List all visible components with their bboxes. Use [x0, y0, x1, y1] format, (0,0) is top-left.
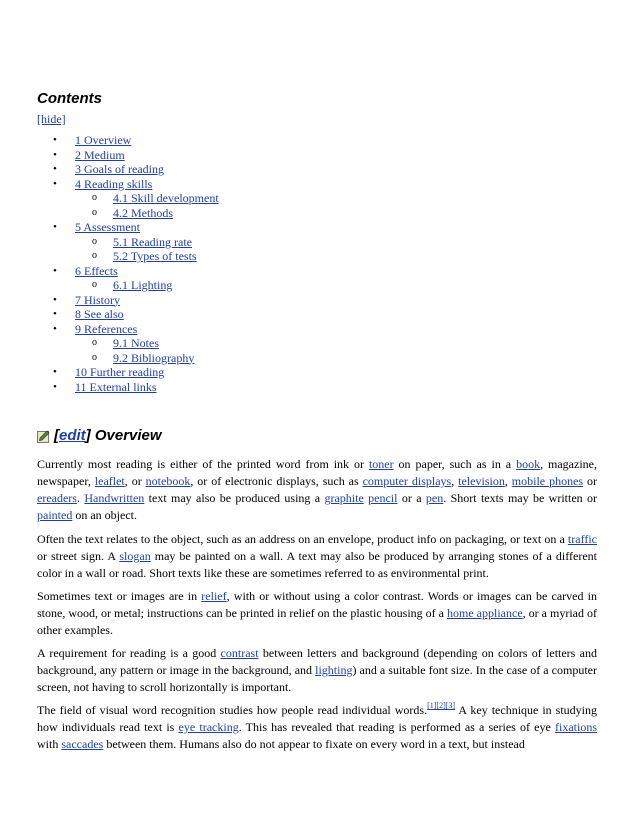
toc-link[interactable]: 3 Goals of reading [75, 162, 164, 176]
toc-item [37, 249, 219, 264]
toc-link[interactable]: 9.1 Notes [113, 336, 159, 350]
toc-item [37, 264, 219, 279]
inline-link[interactable]: toner [368, 457, 394, 471]
paragraph-text: text may also be produced using a [144, 491, 325, 505]
paragraph-text: A key technique in studying how individuals read text is [37, 703, 597, 734]
paragraph-1 [37, 456, 597, 524]
paragraph-text: , [451, 474, 459, 488]
inline-link[interactable]: slogan [119, 549, 151, 563]
paragraph-text: ) and a suitable font size. In the case of a computer screen, not having to scroll horizontally is important. [37, 663, 597, 694]
paragraph-text: Often the text relates to the object, such as an address on an envelope, product info on packaging, or text on a [37, 532, 568, 546]
paragraph-text: , magazine, newspaper, [37, 457, 597, 488]
toc-link[interactable]: 2 Medium [75, 147, 125, 162]
paragraph-text: , or [124, 474, 146, 488]
paragraph-text: or a [397, 491, 426, 505]
paragraph-text: between letters and background (depending on colors of letters and background, any pattern or image in the background, and [37, 646, 597, 677]
paragraph-5 [37, 702, 597, 753]
inline-link[interactable]: pen [425, 491, 444, 505]
inline-link[interactable]: notebook [145, 474, 191, 488]
paragraph-text: . [76, 491, 85, 505]
inline-link[interactable]: relief [201, 589, 227, 603]
paragraph-text: or street sign. A [37, 549, 120, 563]
hide-toggle[interactable]: [hide] [37, 112, 66, 126]
toc-item [37, 220, 219, 235]
toc-link[interactable]: 6.1 Lighting [113, 278, 173, 292]
paragraph-text: . This has revealed that reading is performed as a series of eye [238, 720, 556, 734]
toc-item [37, 191, 219, 206]
toc-item [37, 177, 219, 192]
toc-item [37, 351, 219, 366]
toc-link[interactable]: 5.2 Types of tests [113, 249, 197, 263]
toc-item [37, 336, 219, 351]
paragraph-4 [37, 645, 597, 696]
toc-item [37, 365, 219, 380]
toc-link[interactable]: 8 See also [75, 307, 124, 321]
paragraph-text: Currently most reading is either of the printed word from ink or [37, 457, 369, 471]
edit-bracket-close: ] [85, 427, 91, 444]
paragraph-2 [37, 531, 597, 582]
toc-link[interactable]: 4.2 Methods [113, 205, 173, 220]
paragraph-3 [37, 588, 597, 639]
edit-link[interactable]: edit [59, 427, 86, 444]
paragraph-text: A requirement for reading is a good [37, 646, 221, 660]
inline-link[interactable]: contrast [220, 646, 259, 660]
contents-title: Contents [37, 90, 102, 107]
inline-link[interactable]: Handwritten [84, 491, 145, 505]
paragraph-text: between them. Humans also do not appear to fixate on every word in a text, but instead [103, 737, 525, 751]
paragraph-text: with [37, 737, 62, 751]
toc-link[interactable]: 10 Further reading [75, 365, 165, 379]
inline-link[interactable]: saccades [61, 737, 104, 751]
toc-item [37, 235, 219, 250]
inline-link[interactable]: eye tracking [178, 720, 239, 734]
paragraph-text: on an object. [72, 508, 137, 522]
toc-item [37, 307, 219, 322]
toc-link[interactable]: 6 Effects [75, 263, 118, 278]
toc-item [37, 206, 219, 221]
paragraph-text: , [504, 474, 512, 488]
inline-link[interactable]: ereaders [37, 491, 77, 505]
paragraph-text: Sometimes text or images are in [37, 589, 202, 603]
toc-item [37, 162, 219, 177]
paragraph-text: The field of visual word recognition studies how people read individual words. [37, 703, 428, 717]
paragraph-text: may be painted on a wall. A text may also be produced by arranging stones of a different color in a wall or road. Short texts like these are sometimes referred to as environmental print. [37, 549, 597, 580]
inline-link[interactable]: lighting [315, 663, 353, 677]
citation-link[interactable]: [1][2][3] [427, 701, 456, 710]
toc-link[interactable]: 4 Reading skills [75, 176, 153, 191]
table-of-contents [37, 133, 219, 394]
section-heading [37, 427, 162, 444]
inline-link[interactable]: graphite [324, 491, 364, 505]
toc-link[interactable]: 4.1 Skill development [113, 191, 219, 205]
paragraph-text: , with or without using a color contrast. Words or images can be carved in stone, wood, or metal; instructions can be printed in relief on the plastic housing of a [37, 589, 597, 620]
toc-link[interactable]: 1 Overview [75, 133, 132, 147]
paragraph-text: on paper, such as in a [393, 457, 517, 471]
paragraph-text: or [583, 474, 598, 488]
toc-item [37, 133, 219, 148]
edit-icon[interactable] [37, 429, 51, 443]
paragraph-text: . Short texts may be written or [443, 491, 598, 505]
inline-link[interactable]: pencil [368, 491, 398, 505]
section-title: Overview [94, 427, 162, 444]
toc-link[interactable]: 9 References [75, 321, 138, 336]
edit-bracket-open: [ [54, 427, 59, 444]
paragraph-text: , or a myriad of other examples. [37, 606, 597, 637]
paragraph-text: , or of electronic displays, such as [190, 474, 363, 488]
toc-link[interactable]: 11 External links [75, 379, 157, 394]
inline-link[interactable]: mobile phones [511, 474, 584, 488]
inline-link[interactable]: fixations [555, 720, 598, 734]
toc-item [37, 322, 219, 337]
inline-link[interactable]: home appliance [447, 606, 523, 620]
inline-link[interactable]: painted [37, 508, 73, 522]
inline-link[interactable]: television [458, 474, 505, 488]
toc-item [37, 293, 219, 308]
inline-link[interactable]: book [516, 457, 541, 471]
toc-link[interactable]: 9.2 Bibliography [113, 350, 195, 365]
toc-item [37, 380, 219, 395]
toc-link[interactable]: 5 Assessment [75, 220, 141, 234]
inline-link[interactable]: traffic [567, 532, 597, 546]
inline-link[interactable]: computer displays [362, 474, 452, 488]
toc-link[interactable]: 5.1 Reading rate [113, 234, 192, 249]
toc-link[interactable]: 7 History [75, 292, 120, 307]
inline-link[interactable]: leaflet [94, 474, 125, 488]
toc-item [37, 278, 219, 293]
toc-item [37, 148, 219, 163]
